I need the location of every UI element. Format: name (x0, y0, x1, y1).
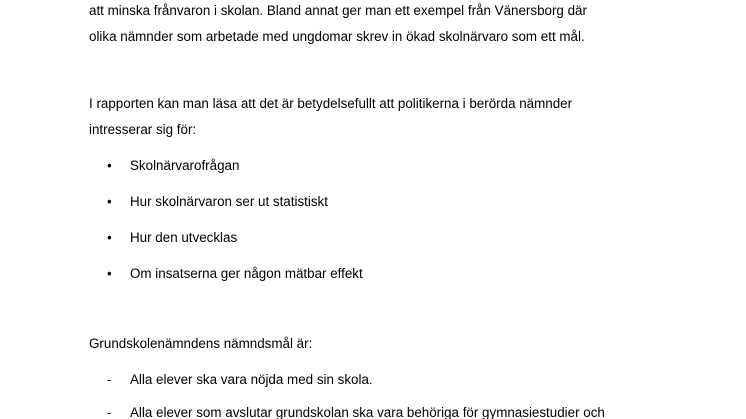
bullet-marker: • (107, 158, 112, 173)
bullet-text: Om insatserna ger någon mätbar effekt (130, 266, 363, 281)
bullet-item (107, 194, 328, 210)
dash-list-item (107, 372, 373, 388)
paragraph-2-line-2: intresserar sig för: (89, 122, 197, 137)
dash-marker: - (107, 405, 112, 419)
paragraph-3: Grundskolenämndens nämndsmål är: (89, 336, 313, 351)
dash-list-item (107, 405, 605, 419)
bullet-text: Skolnärvarofrågan (130, 158, 240, 173)
paragraph-2-line-1: I rapporten kan man läsa att det är betydelsefullt att politikerna i berörda nämnder (89, 96, 573, 111)
paragraph-1-line-1: att minska frånvaron i skolan. Bland annat ger man ett exempel från Vänersborg där (89, 3, 587, 18)
paragraph-1-line-2: olika nämnder som arbetade med ungdomar skrev in ökad skolnärvaro som ett mål. (89, 29, 585, 44)
dash-item-text: Alla elever som avslutar grundskolan ska vara behöriga för gymnasiestudier och (130, 405, 605, 419)
bullet-marker: • (107, 230, 112, 245)
bullet-item (107, 266, 363, 282)
bullet-marker: • (107, 194, 112, 209)
bullet-item (107, 230, 237, 246)
dash-item-text: Alla elever ska vara nöjda med sin skola. (130, 372, 373, 387)
bullet-item (107, 158, 239, 174)
bullet-text: Hur den utvecklas (130, 230, 238, 245)
dash-marker: - (107, 372, 112, 387)
bullet-text: Hur skolnärvaron ser ut statistiskt (130, 194, 328, 209)
bullet-marker: • (107, 266, 112, 281)
